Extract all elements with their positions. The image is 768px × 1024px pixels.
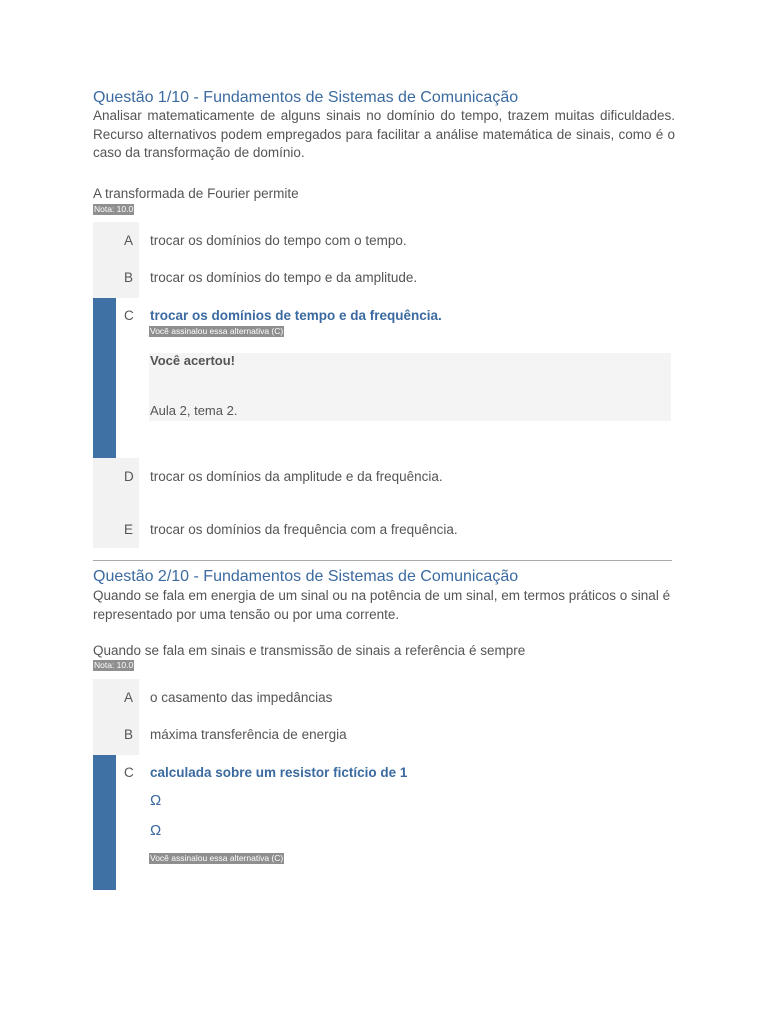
selected-note: Você assinalou essa alternativa (C) (150, 326, 284, 336)
question-divider (93, 560, 672, 561)
question-title: Questão 1/10 - Fundamentos de Sistemas de Comunicação (93, 89, 519, 106)
option-letter: E (124, 522, 134, 537)
question-intro: Quando se fala em energia de um sinal ou na potência de um sinal, em termos práticos o sinal é representado por uma tensão ou por uma corrente. (93, 588, 671, 622)
option-letter: B (124, 270, 134, 285)
option-text: trocar os domínios de tempo e da frequência. (150, 308, 442, 323)
option-text: máxima transferência de energia (150, 727, 347, 742)
option-letter: C (124, 765, 134, 780)
grade-badge: Nota: 10.0 (94, 660, 134, 670)
option-text: trocar os domínios do tempo e da amplitude. (150, 270, 418, 285)
option-letter: A (124, 690, 134, 705)
option-text: trocar os domínios do tempo com o tempo. (150, 233, 407, 248)
omega-symbol: Ω (150, 822, 162, 839)
feedback-title: Você acertou! (150, 353, 236, 368)
feedback-text: Aula 2, tema 2. (150, 403, 238, 418)
selected-option-marker (93, 755, 116, 890)
option-text: calculada sobre um resistor fictício de 1 (150, 765, 408, 780)
option-letter: D (124, 469, 134, 484)
option-text: trocar os domínios da frequência com a frequência. (150, 522, 458, 537)
selected-option-marker (93, 298, 116, 458)
omega-symbol: Ω (150, 792, 162, 809)
option-letter: B (124, 727, 134, 742)
option-letter: A (124, 233, 134, 248)
option-text: o casamento das impedâncias (150, 690, 333, 705)
question-title: Questão 2/10 - Fundamentos de Sistemas de Comunicação (93, 568, 519, 585)
question-prompt: A transformada de Fourier permite (93, 186, 299, 201)
selected-note: Você assinalou essa alternativa (C) (150, 853, 284, 863)
question-intro: Analisar matematicamente de alguns sinais no domínio do tempo, trazem muitas dificuldades. Recurso alternativos podem empregados para facilitar a análise matemática de sinais, como é o caso da transformação de domínio. (93, 108, 675, 160)
option-text: trocar os domínios da amplitude e da frequência. (150, 469, 443, 484)
question-prompt: Quando se fala em sinais e transmissão de sinais a referência é sempre (93, 643, 526, 658)
option-letter: C (124, 308, 134, 323)
grade-badge: Nota: 10.0 (94, 204, 134, 214)
